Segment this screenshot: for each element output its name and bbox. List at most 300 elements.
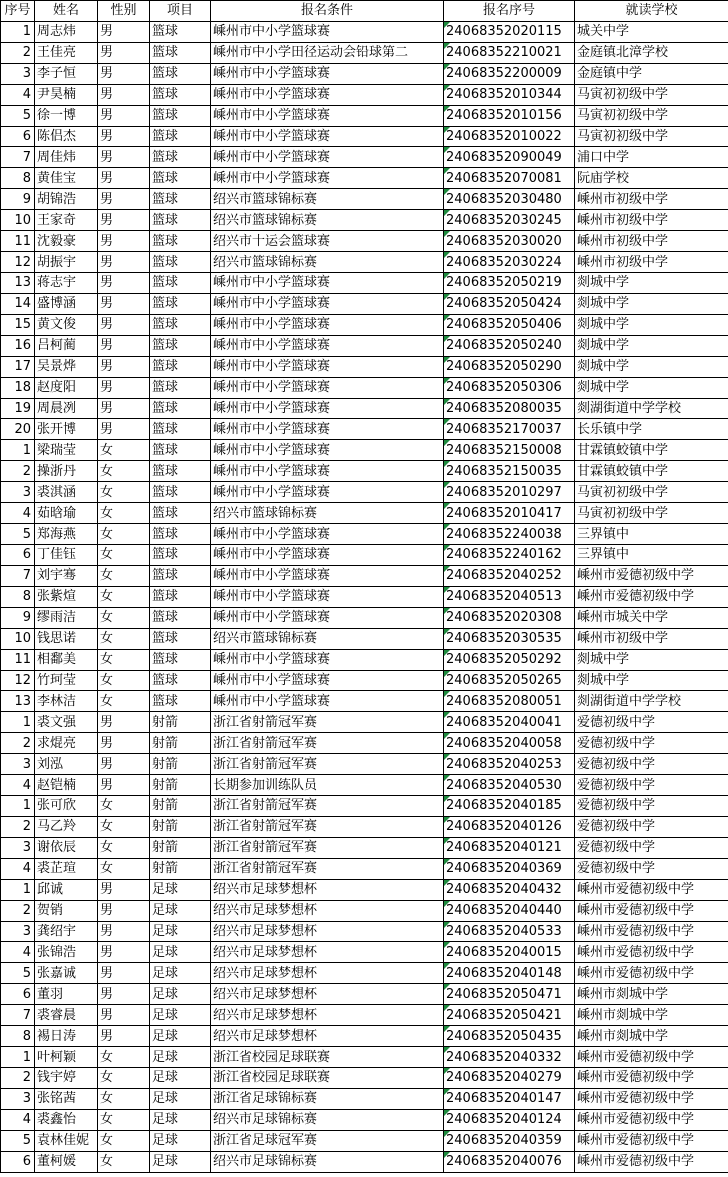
name-cell[interactable]: 胡锦浩	[35, 189, 98, 210]
reg-no-cell[interactable]: 24068352200009	[444, 63, 575, 84]
reg-no-cell[interactable]: 24068352040124	[444, 1109, 575, 1130]
sport-cell[interactable]: 足球	[150, 1068, 211, 1089]
index-cell[interactable]: 10	[1, 628, 35, 649]
gender-cell[interactable]: 男	[98, 126, 150, 147]
condition-cell[interactable]: 浙江省射箭冠军赛	[211, 858, 444, 879]
gender-cell[interactable]: 男	[98, 1005, 150, 1026]
gender-cell[interactable]: 女	[98, 1088, 150, 1109]
gender-cell[interactable]: 男	[98, 900, 150, 921]
gender-cell[interactable]: 男	[98, 419, 150, 440]
index-cell[interactable]: 1	[1, 796, 35, 817]
reg-no-cell[interactable]: 24068352040076	[444, 1151, 575, 1172]
gender-cell[interactable]: 男	[98, 942, 150, 963]
sport-cell[interactable]: 足球	[150, 1109, 211, 1130]
condition-cell[interactable]: 长期参加训练队员	[211, 775, 444, 796]
condition-cell[interactable]: 绍兴市足球梦想杯	[211, 942, 444, 963]
condition-cell[interactable]: 绍兴市足球锦标赛	[211, 1109, 444, 1130]
sport-cell[interactable]: 射箭	[150, 796, 211, 817]
school-cell[interactable]: 嵊州市初级中学	[575, 252, 728, 273]
index-cell[interactable]: 17	[1, 356, 35, 377]
condition-cell[interactable]: 浙江省足球锦标赛	[211, 1088, 444, 1109]
sport-cell[interactable]: 篮球	[150, 63, 211, 84]
school-cell[interactable]: 三界镇中	[575, 544, 728, 565]
reg-no-cell[interactable]: 24068352040121	[444, 837, 575, 858]
gender-cell[interactable]: 男	[98, 356, 150, 377]
index-cell[interactable]: 2	[1, 461, 35, 482]
reg-no-cell[interactable]: 24068352050292	[444, 649, 575, 670]
reg-no-cell[interactable]: 24068352090049	[444, 147, 575, 168]
condition-cell[interactable]: 嵊州市中小学篮球赛	[211, 126, 444, 147]
reg-no-cell[interactable]: 24068352040432	[444, 879, 575, 900]
reg-no-cell[interactable]: 24068352050406	[444, 314, 575, 335]
gender-cell[interactable]: 男	[98, 293, 150, 314]
condition-cell[interactable]: 嵊州市中小学篮球赛	[211, 377, 444, 398]
reg-no-cell[interactable]: 24068352030224	[444, 252, 575, 273]
sport-cell[interactable]: 篮球	[150, 335, 211, 356]
sport-cell[interactable]: 篮球	[150, 649, 211, 670]
school-cell[interactable]: 爱德初级中学	[575, 796, 728, 817]
index-cell[interactable]: 9	[1, 189, 35, 210]
sport-cell[interactable]: 足球	[150, 963, 211, 984]
sport-cell[interactable]: 射箭	[150, 775, 211, 796]
name-cell[interactable]: 沈毅豪	[35, 231, 98, 252]
school-cell[interactable]: 嵊州市爱德初级中学	[575, 565, 728, 586]
sport-cell[interactable]: 篮球	[150, 565, 211, 586]
school-cell[interactable]: 爱德初级中学	[575, 712, 728, 733]
condition-cell[interactable]: 绍兴市足球梦想杯	[211, 963, 444, 984]
gender-cell[interactable]: 男	[98, 921, 150, 942]
gender-cell[interactable]: 女	[98, 691, 150, 712]
school-cell[interactable]: 剡湖街道中学学校	[575, 691, 728, 712]
gender-cell[interactable]: 男	[98, 147, 150, 168]
school-cell[interactable]: 嵊州市剡城中学	[575, 1005, 728, 1026]
reg-no-cell[interactable]: 24068352040533	[444, 921, 575, 942]
gender-cell[interactable]: 男	[98, 377, 150, 398]
school-cell[interactable]: 嵊州市初级中学	[575, 189, 728, 210]
reg-no-cell[interactable]: 24068352040058	[444, 733, 575, 754]
index-cell[interactable]: 12	[1, 252, 35, 273]
school-cell[interactable]: 剡城中学	[575, 272, 728, 293]
name-cell[interactable]: 钱思诺	[35, 628, 98, 649]
school-cell[interactable]: 嵊州市爱德初级中学	[575, 963, 728, 984]
condition-cell[interactable]: 嵊州市中小学篮球赛	[211, 482, 444, 503]
school-cell[interactable]: 三界镇中	[575, 524, 728, 545]
reg-no-cell[interactable]: 24068352040185	[444, 796, 575, 817]
gender-cell[interactable]: 男	[98, 42, 150, 63]
condition-cell[interactable]: 嵊州市中小学篮球赛	[211, 314, 444, 335]
school-cell[interactable]: 浦口中学	[575, 147, 728, 168]
gender-cell[interactable]: 男	[98, 984, 150, 1005]
sport-cell[interactable]: 篮球	[150, 503, 211, 524]
index-cell[interactable]: 7	[1, 147, 35, 168]
gender-cell[interactable]: 男	[98, 398, 150, 419]
condition-cell[interactable]: 嵊州市中小学篮球赛	[211, 586, 444, 607]
name-cell[interactable]: 梁瑞莹	[35, 440, 98, 461]
reg-no-cell[interactable]: 24068352040148	[444, 963, 575, 984]
condition-cell[interactable]: 嵊州市中小学篮球赛	[211, 147, 444, 168]
reg-no-cell[interactable]: 24068352050421	[444, 1005, 575, 1026]
sport-cell[interactable]: 篮球	[150, 607, 211, 628]
reg-no-cell[interactable]: 24068352030480	[444, 189, 575, 210]
sport-cell[interactable]: 射箭	[150, 837, 211, 858]
index-cell[interactable]: 8	[1, 168, 35, 189]
sport-cell[interactable]: 篮球	[150, 293, 211, 314]
school-cell[interactable]: 剡城中学	[575, 377, 728, 398]
index-cell[interactable]: 8	[1, 586, 35, 607]
name-cell[interactable]: 李子恒	[35, 63, 98, 84]
name-cell[interactable]: 周佳炜	[35, 147, 98, 168]
sport-cell[interactable]: 射箭	[150, 754, 211, 775]
index-cell[interactable]: 5	[1, 524, 35, 545]
condition-cell[interactable]: 浙江省校园足球联赛	[211, 1047, 444, 1068]
school-cell[interactable]: 剡城中学	[575, 314, 728, 335]
gender-cell[interactable]: 男	[98, 84, 150, 105]
reg-no-cell[interactable]: 24068352050306	[444, 377, 575, 398]
school-cell[interactable]: 嵊州市爱德初级中学	[575, 921, 728, 942]
reg-no-cell[interactable]: 24068352030020	[444, 231, 575, 252]
name-cell[interactable]: 张可欣	[35, 796, 98, 817]
name-cell[interactable]: 黄文俊	[35, 314, 98, 335]
index-cell[interactable]: 7	[1, 1005, 35, 1026]
index-cell[interactable]: 6	[1, 984, 35, 1005]
condition-cell[interactable]: 浙江省射箭冠军赛	[211, 816, 444, 837]
condition-cell[interactable]: 浙江省校园足球联赛	[211, 1068, 444, 1089]
name-cell[interactable]: 吴景烨	[35, 356, 98, 377]
sport-cell[interactable]: 篮球	[150, 105, 211, 126]
condition-cell[interactable]: 嵊州市中小学篮球赛	[211, 691, 444, 712]
gender-cell[interactable]: 女	[98, 524, 150, 545]
index-cell[interactable]: 5	[1, 963, 35, 984]
gender-cell[interactable]: 女	[98, 1068, 150, 1089]
reg-no-cell[interactable]: 24068352040332	[444, 1047, 575, 1068]
condition-cell[interactable]: 绍兴市足球锦标赛	[211, 1151, 444, 1172]
school-cell[interactable]: 爱德初级中学	[575, 733, 728, 754]
gender-cell[interactable]: 女	[98, 544, 150, 565]
index-cell[interactable]: 2	[1, 816, 35, 837]
reg-no-cell[interactable]: 24068352170037	[444, 419, 575, 440]
school-cell[interactable]: 嵊州市爱德初级中学	[575, 586, 728, 607]
condition-cell[interactable]: 绍兴市足球梦想杯	[211, 984, 444, 1005]
index-cell[interactable]: 3	[1, 921, 35, 942]
school-cell[interactable]: 嵊州市爱德初级中学	[575, 1047, 728, 1068]
name-cell[interactable]: 张开博	[35, 419, 98, 440]
index-cell[interactable]: 4	[1, 775, 35, 796]
gender-cell[interactable]: 男	[98, 879, 150, 900]
school-cell[interactable]: 嵊州市爱德初级中学	[575, 942, 728, 963]
sport-cell[interactable]: 射箭	[150, 712, 211, 733]
reg-no-cell[interactable]: 24068352050265	[444, 670, 575, 691]
index-cell[interactable]: 2	[1, 733, 35, 754]
name-cell[interactable]: 袁林佳妮	[35, 1130, 98, 1151]
name-cell[interactable]: 董羽	[35, 984, 98, 1005]
reg-no-cell[interactable]: 24068352030535	[444, 628, 575, 649]
index-cell[interactable]: 13	[1, 272, 35, 293]
school-cell[interactable]: 甘霖镇蛟镇中学	[575, 440, 728, 461]
gender-cell[interactable]: 男	[98, 168, 150, 189]
name-cell[interactable]: 裘鑫怡	[35, 1109, 98, 1130]
index-cell[interactable]: 4	[1, 858, 35, 879]
school-cell[interactable]: 剡城中学	[575, 649, 728, 670]
name-cell[interactable]: 邱诚	[35, 879, 98, 900]
index-cell[interactable]: 14	[1, 293, 35, 314]
sport-cell[interactable]: 足球	[150, 921, 211, 942]
school-cell[interactable]: 剡城中学	[575, 335, 728, 356]
gender-cell[interactable]: 女	[98, 649, 150, 670]
name-cell[interactable]: 相鄱美	[35, 649, 98, 670]
sport-cell[interactable]: 足球	[150, 1130, 211, 1151]
condition-cell[interactable]: 嵊州市中小学篮球赛	[211, 544, 444, 565]
name-cell[interactable]: 钱宇婷	[35, 1068, 98, 1089]
reg-no-cell[interactable]: 24068352040015	[444, 942, 575, 963]
condition-cell[interactable]: 嵊州市中小学篮球赛	[211, 84, 444, 105]
sport-cell[interactable]: 篮球	[150, 84, 211, 105]
condition-cell[interactable]: 嵊州市中小学篮球赛	[211, 335, 444, 356]
name-cell[interactable]: 徐一博	[35, 105, 98, 126]
gender-cell[interactable]: 男	[98, 775, 150, 796]
reg-no-cell[interactable]: 24068352040253	[444, 754, 575, 775]
index-cell[interactable]: 13	[1, 691, 35, 712]
sport-cell[interactable]: 篮球	[150, 356, 211, 377]
index-cell[interactable]: 3	[1, 63, 35, 84]
name-cell[interactable]: 周晨冽	[35, 398, 98, 419]
gender-cell[interactable]: 女	[98, 565, 150, 586]
gender-cell[interactable]: 女	[98, 816, 150, 837]
sport-cell[interactable]: 足球	[150, 900, 211, 921]
index-cell[interactable]: 4	[1, 942, 35, 963]
index-cell[interactable]: 6	[1, 544, 35, 565]
school-cell[interactable]: 爱德初级中学	[575, 775, 728, 796]
index-cell[interactable]: 4	[1, 1109, 35, 1130]
gender-cell[interactable]: 男	[98, 210, 150, 231]
sport-cell[interactable]: 篮球	[150, 691, 211, 712]
condition-cell[interactable]: 嵊州市中小学篮球赛	[211, 419, 444, 440]
sport-cell[interactable]: 足球	[150, 1047, 211, 1068]
school-cell[interactable]: 嵊州市爱德初级中学	[575, 879, 728, 900]
reg-no-cell[interactable]: 24068352010156	[444, 105, 575, 126]
reg-no-cell[interactable]: 24068352040041	[444, 712, 575, 733]
reg-no-cell[interactable]: 24068352040530	[444, 775, 575, 796]
index-cell[interactable]: 2	[1, 42, 35, 63]
reg-no-cell[interactable]: 24068352040252	[444, 565, 575, 586]
name-cell[interactable]: 张铭茜	[35, 1088, 98, 1109]
sport-cell[interactable]: 射箭	[150, 858, 211, 879]
index-cell[interactable]: 5	[1, 105, 35, 126]
school-cell[interactable]: 嵊州市剡城中学	[575, 1026, 728, 1047]
condition-cell[interactable]: 绍兴市足球梦想杯	[211, 879, 444, 900]
sport-cell[interactable]: 篮球	[150, 419, 211, 440]
school-cell[interactable]: 马寅初初级中学	[575, 482, 728, 503]
name-cell[interactable]: 董柯媛	[35, 1151, 98, 1172]
gender-cell[interactable]: 男	[98, 314, 150, 335]
gender-cell[interactable]: 男	[98, 712, 150, 733]
name-cell[interactable]: 盛博涵	[35, 293, 98, 314]
name-cell[interactable]: 裼日涛	[35, 1026, 98, 1047]
index-cell[interactable]: 6	[1, 1151, 35, 1172]
condition-cell[interactable]: 嵊州市中小学篮球赛	[211, 649, 444, 670]
gender-cell[interactable]: 女	[98, 586, 150, 607]
school-cell[interactable]: 嵊州市爱德初级中学	[575, 1068, 728, 1089]
gender-cell[interactable]: 男	[98, 754, 150, 775]
name-cell[interactable]: 裘芷瑄	[35, 858, 98, 879]
condition-cell[interactable]: 嵊州市中小学篮球赛	[211, 440, 444, 461]
gender-cell[interactable]: 女	[98, 1130, 150, 1151]
gender-cell[interactable]: 男	[98, 335, 150, 356]
gender-cell[interactable]: 女	[98, 858, 150, 879]
condition-cell[interactable]: 嵊州市中小学篮球赛	[211, 670, 444, 691]
school-cell[interactable]: 马寅初初级中学	[575, 105, 728, 126]
reg-no-cell[interactable]: 24068352010297	[444, 482, 575, 503]
condition-cell[interactable]: 浙江省射箭冠军赛	[211, 837, 444, 858]
gender-cell[interactable]: 女	[98, 796, 150, 817]
gender-cell[interactable]: 女	[98, 837, 150, 858]
index-cell[interactable]: 1	[1, 440, 35, 461]
gender-cell[interactable]: 男	[98, 252, 150, 273]
sport-cell[interactable]: 篮球	[150, 189, 211, 210]
gender-cell[interactable]: 女	[98, 503, 150, 524]
name-cell[interactable]: 张嘉诚	[35, 963, 98, 984]
condition-cell[interactable]: 嵊州市中小学篮球赛	[211, 356, 444, 377]
school-cell[interactable]: 长乐镇中学	[575, 419, 728, 440]
school-cell[interactable]: 嵊州市初级中学	[575, 628, 728, 649]
condition-cell[interactable]: 绍兴市足球梦想杯	[211, 921, 444, 942]
reg-no-cell[interactable]: 24068352020308	[444, 607, 575, 628]
school-cell[interactable]: 剡城中学	[575, 356, 728, 377]
school-cell[interactable]: 剡城中学	[575, 293, 728, 314]
school-cell[interactable]: 剡湖街道中学学校	[575, 398, 728, 419]
name-cell[interactable]: 刘宇骞	[35, 565, 98, 586]
name-cell[interactable]: 张紫煊	[35, 586, 98, 607]
name-cell[interactable]: 缪雨洁	[35, 607, 98, 628]
reg-no-cell[interactable]: 24068352010022	[444, 126, 575, 147]
name-cell[interactable]: 马乙羚	[35, 816, 98, 837]
reg-no-cell[interactable]: 24068352050219	[444, 272, 575, 293]
condition-cell[interactable]: 绍兴市十运会篮球赛	[211, 231, 444, 252]
condition-cell[interactable]: 绍兴市篮球锦标赛	[211, 252, 444, 273]
condition-cell[interactable]: 绍兴市篮球锦标赛	[211, 628, 444, 649]
sport-cell[interactable]: 篮球	[150, 440, 211, 461]
reg-no-cell[interactable]: 24068352240038	[444, 524, 575, 545]
reg-no-cell[interactable]: 24068352040147	[444, 1088, 575, 1109]
sport-cell[interactable]: 射箭	[150, 816, 211, 837]
index-cell[interactable]: 8	[1, 1026, 35, 1047]
gender-cell[interactable]: 男	[98, 21, 150, 42]
name-cell[interactable]: 周志炜	[35, 21, 98, 42]
gender-cell[interactable]: 男	[98, 231, 150, 252]
sport-cell[interactable]: 篮球	[150, 461, 211, 482]
condition-cell[interactable]: 浙江省射箭冠军赛	[211, 796, 444, 817]
school-cell[interactable]: 嵊州市剡城中学	[575, 984, 728, 1005]
school-cell[interactable]: 金庭镇中学	[575, 63, 728, 84]
gender-cell[interactable]: 男	[98, 189, 150, 210]
school-cell[interactable]: 爱德初级中学	[575, 754, 728, 775]
condition-cell[interactable]: 嵊州市中小学篮球赛	[211, 461, 444, 482]
index-cell[interactable]: 16	[1, 335, 35, 356]
name-cell[interactable]: 王家奇	[35, 210, 98, 231]
name-cell[interactable]: 龚绍宇	[35, 921, 98, 942]
name-cell[interactable]: 王佳亮	[35, 42, 98, 63]
reg-no-cell[interactable]: 24068352050435	[444, 1026, 575, 1047]
index-cell[interactable]: 18	[1, 377, 35, 398]
name-cell[interactable]: 裘文强	[35, 712, 98, 733]
reg-no-cell[interactable]: 24068352040369	[444, 858, 575, 879]
school-cell[interactable]: 马寅初初级中学	[575, 126, 728, 147]
sport-cell[interactable]: 足球	[150, 1026, 211, 1047]
name-cell[interactable]: 胡振宇	[35, 252, 98, 273]
name-cell[interactable]: 谢依辰	[35, 837, 98, 858]
school-cell[interactable]: 马寅初初级中学	[575, 503, 728, 524]
condition-cell[interactable]: 浙江省射箭冠军赛	[211, 712, 444, 733]
sport-cell[interactable]: 篮球	[150, 628, 211, 649]
gender-cell[interactable]: 男	[98, 63, 150, 84]
gender-cell[interactable]: 女	[98, 440, 150, 461]
reg-no-cell[interactable]: 24068352020115	[444, 21, 575, 42]
name-cell[interactable]: 竹珂莹	[35, 670, 98, 691]
condition-cell[interactable]: 绍兴市足球梦想杯	[211, 900, 444, 921]
index-cell[interactable]: 9	[1, 607, 35, 628]
condition-cell[interactable]: 浙江省射箭冠军赛	[211, 733, 444, 754]
index-cell[interactable]: 7	[1, 565, 35, 586]
reg-no-cell[interactable]: 24068352040279	[444, 1068, 575, 1089]
gender-cell[interactable]: 男	[98, 105, 150, 126]
index-cell[interactable]: 3	[1, 1088, 35, 1109]
condition-cell[interactable]: 嵊州市中小学篮球赛	[211, 607, 444, 628]
reg-no-cell[interactable]: 24068352050290	[444, 356, 575, 377]
reg-no-cell[interactable]: 24068352070081	[444, 168, 575, 189]
name-cell[interactable]: 陈侣杰	[35, 126, 98, 147]
condition-cell[interactable]: 嵊州市中小学篮球赛	[211, 524, 444, 545]
sport-cell[interactable]: 篮球	[150, 231, 211, 252]
index-cell[interactable]: 11	[1, 231, 35, 252]
reg-no-cell[interactable]: 24068352010417	[444, 503, 575, 524]
reg-no-cell[interactable]: 24068352010344	[444, 84, 575, 105]
condition-cell[interactable]: 绍兴市篮球锦标赛	[211, 503, 444, 524]
school-cell[interactable]: 嵊州市爱德初级中学	[575, 900, 728, 921]
sport-cell[interactable]: 篮球	[150, 544, 211, 565]
index-cell[interactable]: 3	[1, 837, 35, 858]
condition-cell[interactable]: 嵊州市中小学篮球赛	[211, 293, 444, 314]
reg-no-cell[interactable]: 24068352150008	[444, 440, 575, 461]
sport-cell[interactable]: 足球	[150, 1151, 211, 1172]
index-cell[interactable]: 5	[1, 1130, 35, 1151]
reg-no-cell[interactable]: 24068352030245	[444, 210, 575, 231]
index-cell[interactable]: 3	[1, 754, 35, 775]
sport-cell[interactable]: 足球	[150, 1088, 211, 1109]
gender-cell[interactable]: 女	[98, 1047, 150, 1068]
condition-cell[interactable]: 浙江省射箭冠军赛	[211, 754, 444, 775]
reg-no-cell[interactable]: 24068352080035	[444, 398, 575, 419]
index-cell[interactable]: 3	[1, 482, 35, 503]
name-cell[interactable]: 吕柯蔺	[35, 335, 98, 356]
name-cell[interactable]: 叶柯颖	[35, 1047, 98, 1068]
school-cell[interactable]: 爱德初级中学	[575, 816, 728, 837]
index-cell[interactable]: 4	[1, 503, 35, 524]
reg-no-cell[interactable]: 24068352050471	[444, 984, 575, 1005]
school-cell[interactable]: 剡城中学	[575, 670, 728, 691]
reg-no-cell[interactable]: 24068352040126	[444, 816, 575, 837]
sport-cell[interactable]: 篮球	[150, 252, 211, 273]
school-cell[interactable]: 爱德初级中学	[575, 858, 728, 879]
name-cell[interactable]: 黄佳宝	[35, 168, 98, 189]
sport-cell[interactable]: 篮球	[150, 377, 211, 398]
name-cell[interactable]: 贺销	[35, 900, 98, 921]
name-cell[interactable]: 裘淇涵	[35, 482, 98, 503]
name-cell[interactable]: 尹昊楠	[35, 84, 98, 105]
name-cell[interactable]: 赵度阳	[35, 377, 98, 398]
sport-cell[interactable]: 足球	[150, 879, 211, 900]
name-cell[interactable]: 张锦浩	[35, 942, 98, 963]
condition-cell[interactable]: 绍兴市篮球锦标赛	[211, 210, 444, 231]
sport-cell[interactable]: 篮球	[150, 670, 211, 691]
